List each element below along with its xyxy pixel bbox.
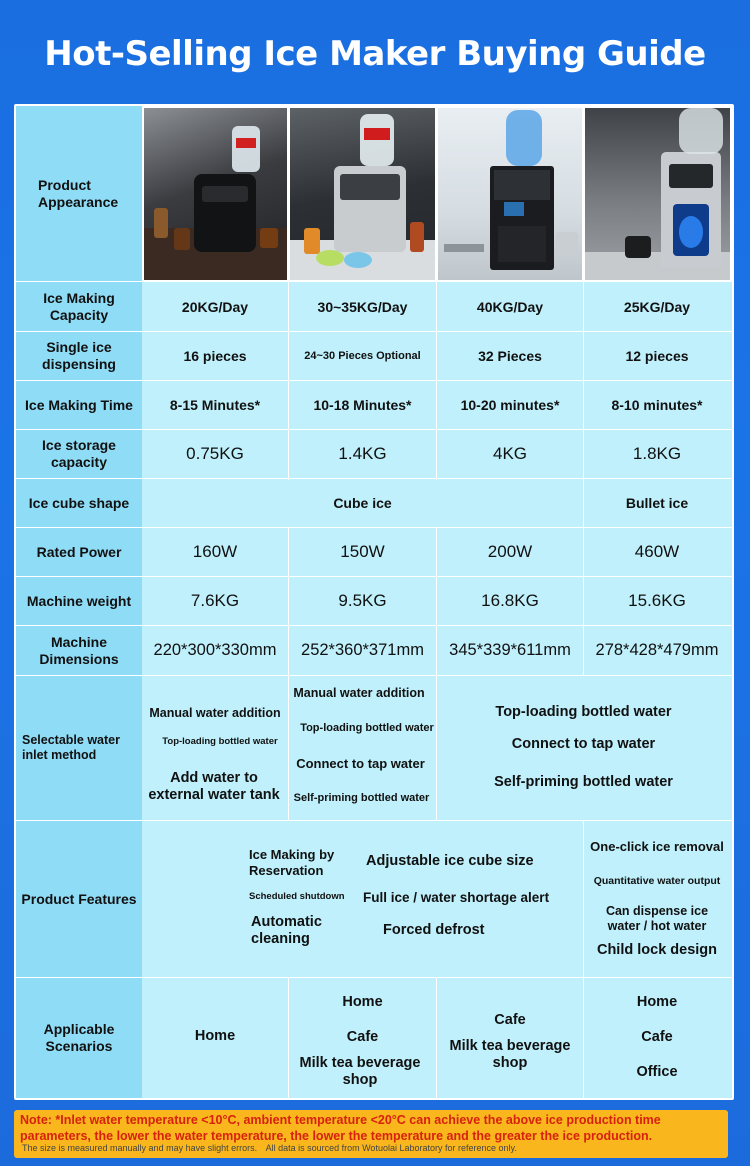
dispensing-p1: 16 pieces xyxy=(183,348,247,365)
scenario-p4-home: Home xyxy=(636,994,678,1011)
time-p1: 8-15 Minutes* xyxy=(169,397,261,414)
power-p4: 460W xyxy=(634,542,680,562)
time-p3: 10-20 minutes* xyxy=(460,397,560,414)
time-p2: 10-18 Minutes* xyxy=(313,397,412,414)
dimensions-p3: 345*339*611mm xyxy=(449,641,571,660)
inlet-p1-manual: Manual water addition xyxy=(149,705,281,720)
power-p1: 160W xyxy=(192,542,238,562)
feature-reservation: Ice Making by Reservation xyxy=(249,847,335,878)
product-photo-4 xyxy=(585,108,730,280)
scenario-p2-milk-tea: Milk tea beverage shop xyxy=(299,1054,421,1088)
scenario-p4-office: Office xyxy=(636,1064,678,1081)
inlet-p2-top-loading: Top-loading bottled water xyxy=(300,722,434,735)
feature-scheduled-shutdown: Scheduled shutdown xyxy=(249,891,345,902)
dispensing-p4: 12 pieces xyxy=(625,348,689,365)
inlet-p2-manual: Manual water addition xyxy=(293,685,425,700)
row-label-shape: Ice cube shape xyxy=(16,479,142,528)
footnote-line-2: parameters, the lower the water temperature, the lower the temperature and the greater the ice production. xyxy=(20,1129,653,1143)
feature-automatic-cleaning: Automatic cleaning xyxy=(251,914,322,948)
inlet-p1-top-loading: Top-loading bottled water xyxy=(162,736,278,748)
storage-p3: 4KG xyxy=(492,444,528,464)
footnote-line-1: Note: *Inlet water temperature <10°C, ambient temperature <20°C can achieve the above ice production time xyxy=(20,1113,661,1127)
power-p3: 200W xyxy=(487,542,533,562)
storage-p2: 1.4KG xyxy=(338,444,387,464)
product-photo-1 xyxy=(144,108,287,280)
weight-p1: 7.6KG xyxy=(190,591,240,611)
inlet-p2-tap: Connect to tap water xyxy=(296,756,425,772)
inlet-p34-self-priming: Self-priming bottled water xyxy=(494,774,673,791)
weight-p3: 16.8KG xyxy=(481,591,539,611)
feature-alert: Full ice / water shortage alert xyxy=(363,890,550,905)
inlet-p1-external-tank: Add water to external water tank xyxy=(148,769,280,803)
capacity-p3: 40KG/Day xyxy=(476,298,544,315)
row-label-power: Rated Power xyxy=(16,528,142,577)
row-label-inlet: Selectable water inlet method xyxy=(16,676,142,821)
feature-one-click-removal: One-click ice removal xyxy=(590,839,724,855)
row-label-features: Product Features xyxy=(16,821,142,978)
scenario-p4-cafe: Cafe xyxy=(641,1029,673,1046)
row-label-appearance: Product Appearance xyxy=(16,106,142,282)
row-label-weight: Machine weight xyxy=(16,577,142,626)
storage-p1: 0.75KG xyxy=(186,444,244,464)
weight-p2: 9.5KG xyxy=(338,591,387,611)
row-label-dispensing: Single ice dispensing xyxy=(16,332,142,381)
storage-p4: 1.8KG xyxy=(632,444,682,464)
page-title: Hot-Selling Ice Maker Buying Guide xyxy=(44,34,706,74)
inlet-p2-self-priming: Self-priming bottled water xyxy=(293,792,430,805)
product-photo-3 xyxy=(438,108,582,280)
weight-p4: 15.6KG xyxy=(628,591,686,611)
row-label-scenarios: Applicable Scenarios xyxy=(16,978,142,1098)
power-p2: 150W xyxy=(340,542,385,562)
footnote xyxy=(14,1110,728,1158)
row-label-dimensions: Machine Dimensions xyxy=(16,626,142,676)
time-p4: 8-10 minutes* xyxy=(611,397,703,414)
footnote-disclaimer: The size is measured manually and may have slight errors. All data is sourced from Wotuolai Laboratory for reference only. xyxy=(22,1143,517,1153)
feature-forced-defrost: Forced defrost xyxy=(383,922,485,938)
dispensing-p2: 24~30 Pieces Optional xyxy=(304,349,421,362)
dimensions-p2: 252*360*371mm xyxy=(301,641,424,660)
row-label-time: Ice Making Time xyxy=(16,381,142,430)
dispensing-p3: 32 Pieces xyxy=(478,348,542,365)
scenario-p3-cafe: Cafe xyxy=(494,1012,526,1029)
feature-ice-hot-water: Can dispense ice water / hot water xyxy=(605,904,709,933)
inlet-p34-tap: Connect to tap water xyxy=(511,736,656,753)
scenario-p2-cafe: Cafe xyxy=(346,1029,379,1046)
capacity-p4: 25KG/Day xyxy=(623,298,691,315)
scenario-p2-home: Home xyxy=(342,994,383,1011)
dimensions-p1: 220*300*330mm xyxy=(153,641,277,660)
dimensions-p4: 278*428*479mm xyxy=(595,641,719,660)
shape-cube: Cube ice xyxy=(333,495,392,512)
product-photo-2 xyxy=(290,108,435,280)
row-label-storage: Ice storage capacity xyxy=(16,430,142,479)
feature-child-lock: Child lock design xyxy=(596,942,718,959)
capacity-p2: 30~35KG/Day xyxy=(317,298,408,315)
feature-adjustable-size: Adjustable ice cube size xyxy=(366,853,534,869)
capacity-p1: 20KG/Day xyxy=(181,298,249,315)
scenario-p1-home: Home xyxy=(194,1028,236,1045)
row-label-capacity: Ice Making Capacity xyxy=(16,282,142,332)
feature-quantitative-output: Quantitative water output xyxy=(593,874,721,887)
shape-bullet: Bullet ice xyxy=(625,495,689,512)
inlet-p34-top-loading: Top-loading bottled water xyxy=(495,704,672,721)
scenario-p3-milk-tea: Milk tea beverage shop xyxy=(449,1037,571,1071)
